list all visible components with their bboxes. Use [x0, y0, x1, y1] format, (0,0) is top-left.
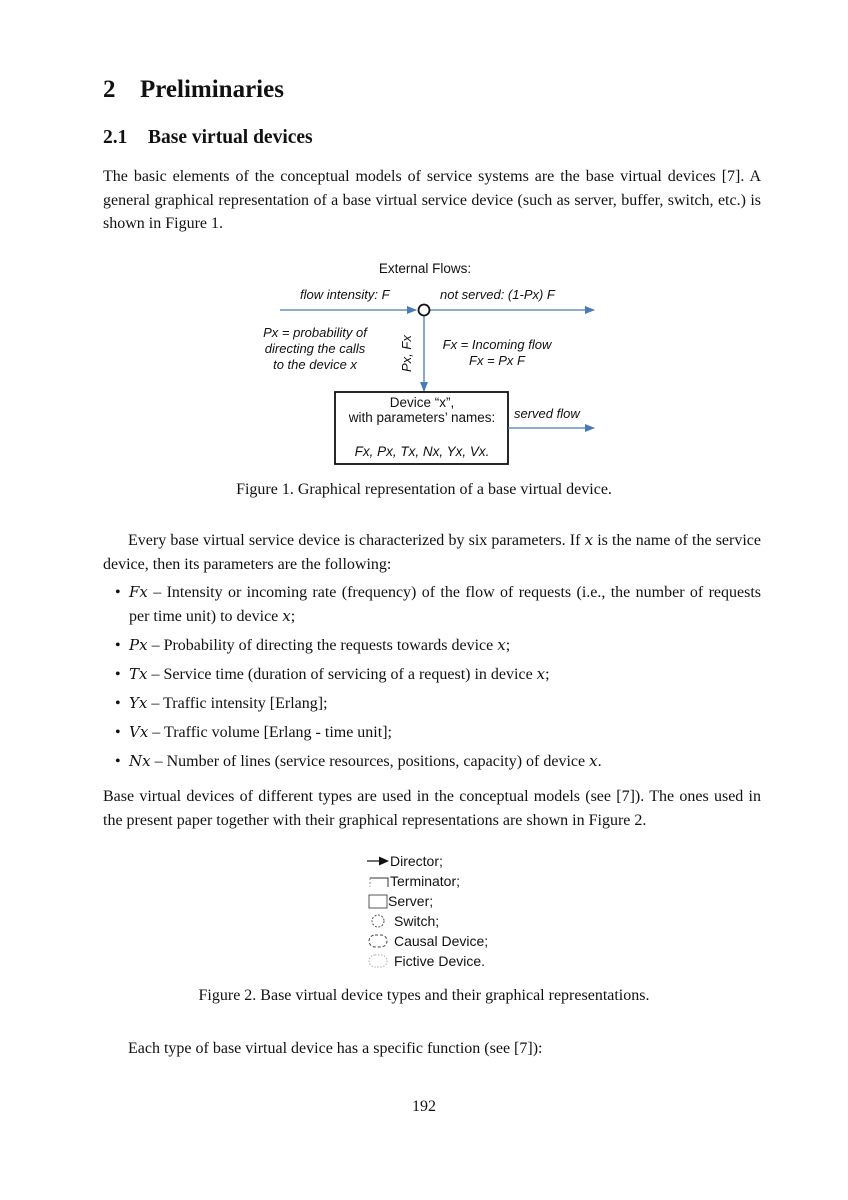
px-description-line1: Px = probability of: [263, 325, 367, 340]
parameters-intro-paragraph: [103, 529, 761, 576]
param-text: Traffic intensity [Erlang];: [163, 694, 328, 712]
intro-paragraph: The basic elements of the conceptual models of service systems are the base virtual devices [7]. A general graphical representation of a base virtual service device (such as server, buffer, switch, etc.) is shown in Figure 1.: [103, 168, 761, 232]
legend-label: Director;: [390, 853, 443, 869]
flow-intensity-label: flow intensity: F: [300, 287, 390, 302]
subsection-number: 2.1: [103, 127, 128, 148]
section-title: Preliminaries: [140, 76, 284, 103]
param-text: Probability of directing the requests towards device: [163, 636, 498, 654]
legend-item-director: [366, 851, 488, 871]
causal-device-icon: [366, 933, 394, 949]
legend-label: Server;: [388, 893, 434, 909]
param-dash: –: [147, 584, 167, 601]
list-item: [115, 750, 761, 774]
bullet-icon: •: [115, 723, 121, 741]
switch-node-icon: [419, 305, 430, 316]
param-symbol: Px: [129, 635, 148, 654]
legend-item-terminator: [366, 871, 488, 891]
switch-circle-icon: [366, 913, 394, 929]
server-box-icon: [366, 893, 388, 909]
list-item: [115, 663, 761, 687]
param-text: Traffic volume [Erlang - time unit];: [164, 723, 392, 741]
terminator-icon: [366, 874, 390, 888]
list-item: [115, 634, 761, 658]
param-var: x: [589, 751, 598, 770]
param-dash: –: [150, 752, 167, 770]
legend-label: Causal Device;: [394, 933, 489, 949]
legend-label: Terminator;: [390, 873, 461, 889]
section-number: 2: [103, 76, 116, 103]
section-heading: [103, 76, 284, 104]
param-end: ;: [290, 607, 296, 625]
param-end: .: [597, 752, 602, 770]
parameters-list: [115, 581, 761, 779]
list-item: [115, 692, 761, 716]
bullet-icon: •: [115, 752, 121, 770]
figure2-legend: [366, 851, 488, 971]
px-description-line2: directing the calls: [264, 341, 366, 356]
legend-item-switch: [366, 911, 488, 931]
not-served-label: not served: (1-Px) F: [440, 287, 555, 302]
params-intro-after: is the name of the service device, then its parameters are the following:: [103, 532, 762, 573]
subsection-title: Base virtual devices: [148, 127, 313, 148]
legend-item-fictive-device: [366, 951, 488, 971]
figure1-diagram: [250, 255, 610, 470]
subsection-heading: [103, 127, 313, 149]
param-end: ;: [545, 665, 550, 683]
bullet-icon: •: [115, 584, 121, 601]
param-symbol: Yx: [129, 693, 148, 712]
params-intro-before: Every base virtual service device is characterized by six parameters. If: [128, 532, 585, 549]
bullet-icon: •: [115, 694, 121, 712]
fx-incoming-line1: Fx = Incoming flow: [442, 337, 552, 352]
param-dash: –: [148, 723, 165, 741]
vertical-px-fx-label: Px, Fx: [399, 335, 414, 372]
param-text: Intensity or incoming rate (frequency) of the flow of requests (i.e., the number of requests per time unit) to device: [129, 584, 761, 625]
legend-item-causal-device: [366, 931, 488, 951]
device-line2: with parameters’ names:: [348, 410, 496, 425]
device-line1: Device “x”,: [389, 395, 455, 410]
param-symbol: Vx: [129, 722, 149, 741]
px-description-line3: to the device x: [273, 357, 357, 372]
types-paragraph: Base virtual devices of different types are used in the conceptual models (see [7]). The ones used in the present paper together with their graphical representations are shown in Figure 2.: [103, 788, 761, 829]
fx-incoming-line2: Fx = Px F: [469, 353, 525, 368]
param-dash: –: [147, 694, 164, 712]
variable-x: x: [584, 531, 594, 549]
figure1-caption: Figure 1. Graphical representation of a base virtual device.: [236, 481, 612, 498]
list-item: [115, 581, 761, 628]
device-params: Fx, Px, Tx, Nx, Yx, Vx.: [354, 444, 490, 459]
fictive-device-icon: [366, 953, 394, 969]
director-arrow-icon: [366, 855, 390, 867]
figure2-caption: Figure 2. Base virtual device types and their graphical representations.: [198, 987, 650, 1004]
page-number: 192: [412, 1098, 436, 1115]
param-var: x: [282, 606, 291, 625]
legend-item-server: [366, 891, 488, 911]
param-end: ;: [505, 636, 511, 654]
list-item: [115, 721, 761, 745]
param-text: Number of lines (service resources, positions, capacity) of device: [166, 752, 590, 770]
served-flow-label: served flow: [514, 406, 580, 421]
param-symbol: Tx: [129, 664, 148, 683]
bullet-icon: •: [115, 636, 121, 654]
param-symbol: Nx: [129, 751, 151, 770]
external-flows-label: External Flows:: [378, 261, 472, 276]
legend-label: Fictive Device.: [394, 953, 486, 969]
param-var: x: [497, 635, 506, 654]
closing-paragraph: Each type of base virtual device has a specific function (see [7]):: [128, 1040, 543, 1057]
param-dash: –: [147, 636, 164, 654]
param-var: x: [536, 664, 546, 683]
param-dash: –: [147, 665, 164, 683]
bullet-icon: •: [115, 665, 121, 683]
param-symbol: Fx: [129, 583, 148, 601]
param-text: Service time (duration of servicing of a request) in device: [163, 665, 537, 683]
legend-label: Switch;: [394, 913, 440, 929]
